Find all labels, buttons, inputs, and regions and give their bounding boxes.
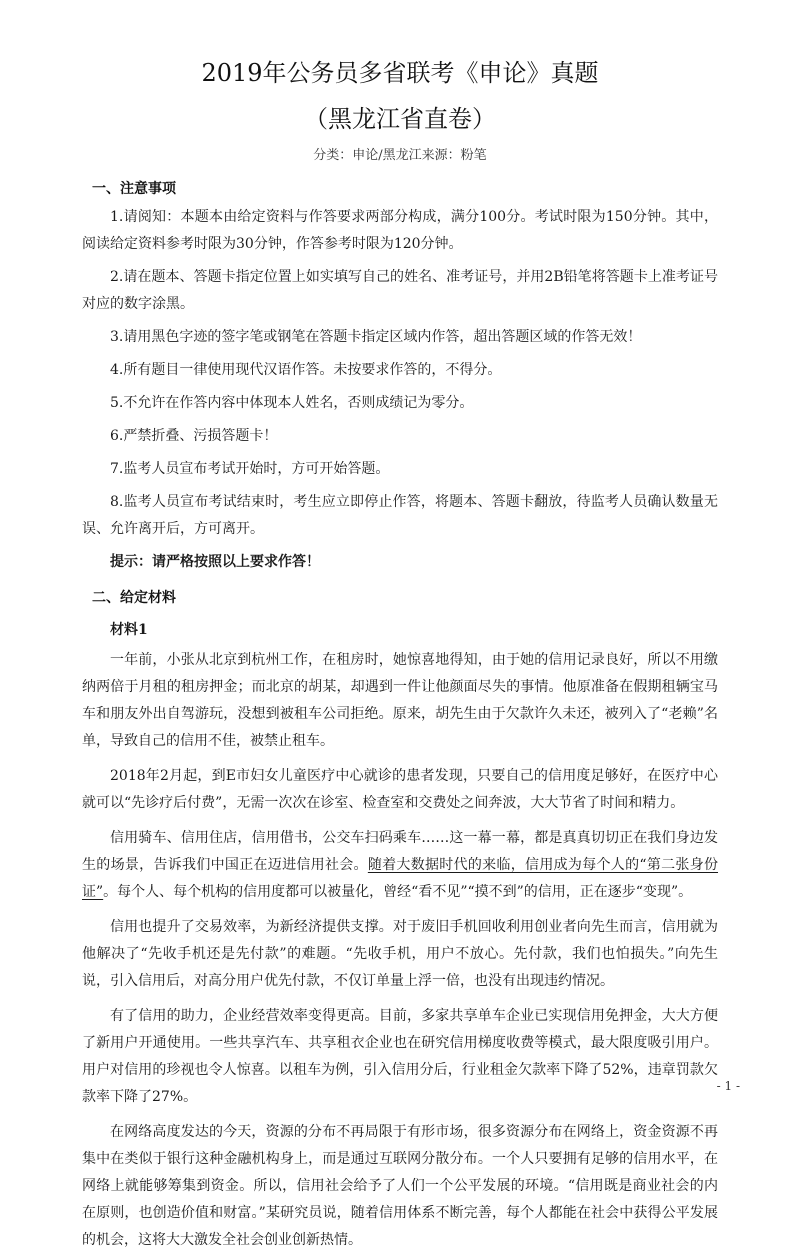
notice-item: 3.请用黑色字迹的签字笔或钢笔在答题卡指定区域内作答，超出答题区域的作答无效！ xyxy=(110,329,642,345)
section-heading-materials: 二、给定材料 xyxy=(92,590,176,606)
notice-list xyxy=(82,204,718,543)
notice-item: 2.请在题本、答题卡指定位置上如实填写自己的姓名、准考证号，并用2B铅笔将答题卡上准考证号对应的数字涂黑。 xyxy=(82,269,718,312)
material-paragraph: 有了信用的助力，企业经营效率变得更高。目前，多家共享单车企业已实现信用免押金，大大方便了新用户开通使用。一些共享汽车、共享租衣企业也在研究信用梯度收费等模式，最大限度吸引用户。用户对信用的珍视也令人惊喜。以租车为例，引入信用分后，行业租金欠款率下降了52%，违章罚款欠款率下降了27%。 xyxy=(82,1008,718,1105)
material-label: 材料1 xyxy=(110,622,148,638)
document-meta: 分类：申论/黑龙江来源：粉笔 xyxy=(313,148,487,163)
material-paragraph: 2018年2月起，到E市妇女儿童医疗中心就诊的患者发现，只要自己的信用度足够好，在医疗中心就可以“先诊疗后付费”，无需一次次在诊室、检查室和交费处之间奔波，大大节省了时间和精力。 xyxy=(82,768,718,811)
material-paragraph: 在网络高度发达的今天，资源的分布不再局限于有形市场，很多资源分布在网络上，资金资源不再集中在类似于银行这种金融机构身上，而是通过互联网分散分布。一个人只要拥有足够的信用水平，在网络上就能够筹集到资金。所以，信用社会给予了人们一个公平发展的环境。“信用既是商业社会的内在原则，也创造价值和财富。”某研究员说，随着信用体系不断完善，每个人都能在社会中获得公平发展的机会，这将大大激发全社会创业创新热情。 xyxy=(82,1124,718,1248)
section-heading-notice: 一、注意事项 xyxy=(92,181,176,197)
document-title: 2019年公务员多省联考《申论》真题 xyxy=(201,59,599,87)
notice-item: 5.不允许在作答内容中体现本人姓名，否则成绩记为零分。 xyxy=(110,395,474,411)
notice-item: 7.监考人员宣布考试开始时，方可开始答题。 xyxy=(110,461,390,477)
paragraph-text: 。每个人、每个机构的信用度都可以被量化，曾经“看不见”“摸不到”的信用，正在逐步“变现”。 xyxy=(103,884,693,900)
page-number: - 1 - xyxy=(716,1079,740,1093)
material-paragraph xyxy=(82,825,718,906)
notice-item: 8.监考人员宣布考试结束时，考生应立即停止作答，将题本、答题卡翻放，待监考人员确认数量无误、允许离开后，方可离开。 xyxy=(82,494,718,537)
notice-item: 6.严禁折叠、污损答题卡！ xyxy=(110,428,278,444)
paragraph-text: 信用骑车、信用住店，信用借书，公交车扫码乘车……这一幕一幕，都是真真切切正在我们身边发生的场景，告诉我们中国正在迈进信用社会。 xyxy=(82,830,718,873)
notice-item: 1.请阅知：本题本由给定资料与作答要求两部分构成，满分100分。考试时限为150分钟。其中，阅读给定资料参考时限为30分钟，作答参考时限为120分钟。 xyxy=(82,209,718,252)
underlined-sentence: 随着大数据时代的来临，信用成为每个人的“第二张身份证” xyxy=(82,857,719,900)
material-paragraph: 信用也提升了交易效率，为新经济提供支撑。对于废旧手机回收利用创业者向先生而言，信用就为他解决了“先收手机还是先付款”的难题。“先收手机，用户不放心。先付款，我们也怕损失。”向先生说，引入信用后，对高分用户优先付款，不仅订单量上浮一倍，也没有出现违约情况。 xyxy=(82,919,718,989)
notice-item: 4.所有题目一律使用现代汉语作答。未按要求作答的，不得分。 xyxy=(110,362,502,378)
notice-tip: 提示：请严格按照以上要求作答！ xyxy=(110,554,320,570)
material-paragraph: 一年前，小张从北京到杭州工作，在租房时，她惊喜地得知，由于她的信用记录良好，所以不用缴纳两倍于月租的租房押金；而北京的胡某，却遇到一件让他颜面尽失的事情。他原准备在假期租辆宝马车和朋友外出自驾游玩，没想到被租车公司拒绝。原来，胡先生由于欠款许久未还，被列入了“老赖”名单，导致自己的信用不佳，被禁止租车。 xyxy=(82,652,718,749)
document-subtitle: （黑龙江省直卷） xyxy=(304,105,496,133)
